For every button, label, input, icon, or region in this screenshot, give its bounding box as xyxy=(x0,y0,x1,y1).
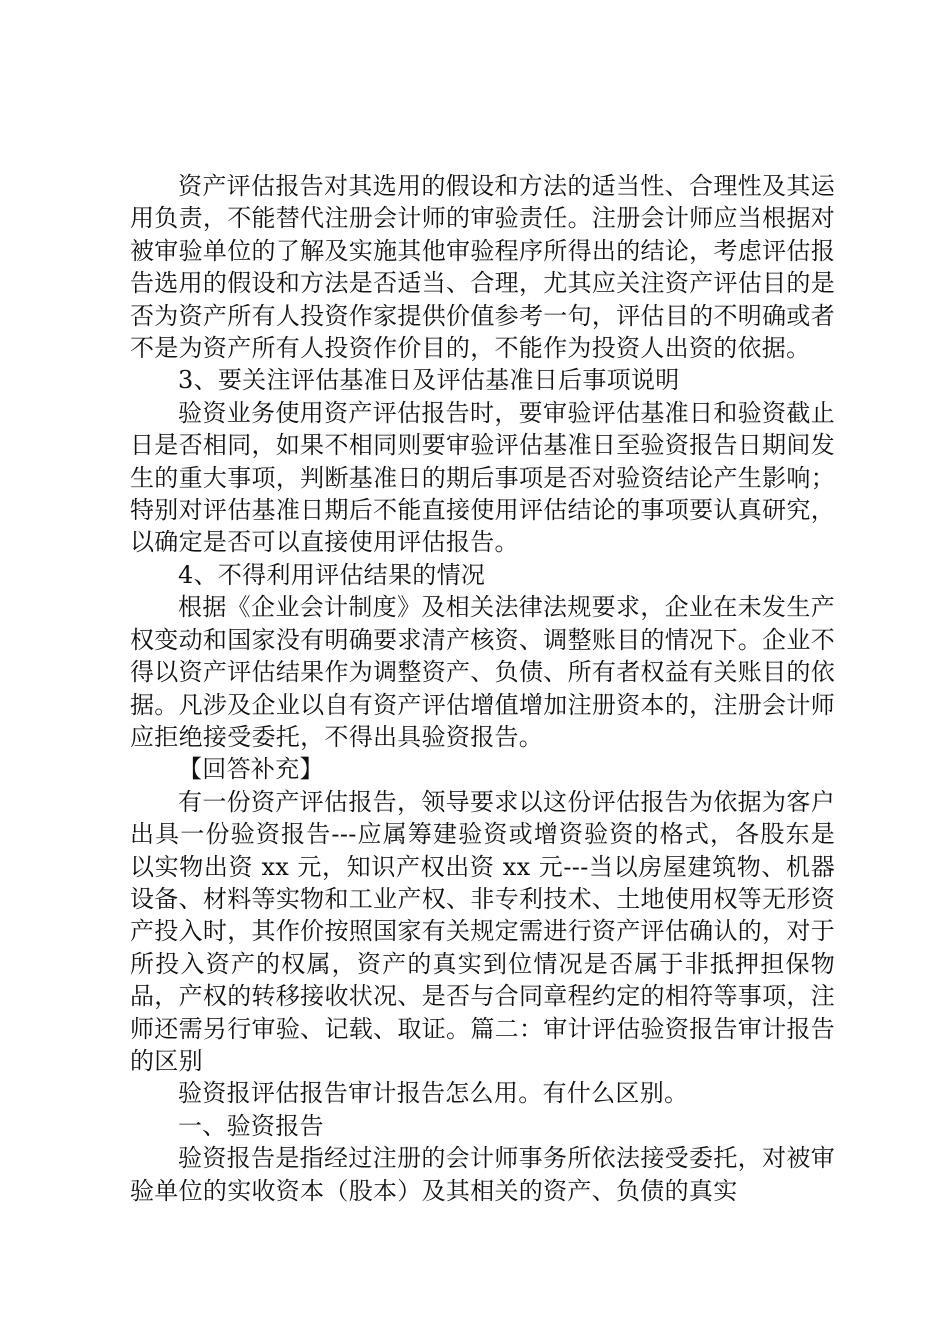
paragraph: 根据《企业会计制度》及相关法律法规要求，企业在未发生产权变动和国家没有明确要求清产核资、调整账目的情况下。企业不得以资产评估结果作为调整资产、负债、所有者权益有关账目的依据。凡涉及企业以自有资产评估增值增加注册资本的，注册会计师应拒绝接受委托，不得出具验资报告。 xyxy=(130,593,835,751)
section-heading: 一、验资报告 xyxy=(178,1111,324,1140)
section-heading: 【回答补充】 xyxy=(178,755,324,784)
paragraph: 有一份资产评估报告，领导要求以这份评估报告为依据为客户出具一份验资报告---应属筹建验资或增资验资的格式，各股东是以实物出资 xx 元，知识产权出资 xx 元---当以房屋建筑物、机器设备、材料等实物和工业产权、非专利技术、土地使用权等无形资产投入时，其作价按照国家有关规定需进行资产评估确认的，对于所投入资产的权属，资产的真实到位情况是否属于非抵押担保物品，产权的转移接收状况、是否与合同章程约定的相符等事项，注师还需另行审验、记载、取证。篇二：审计评估验资报告审计报告的区别 xyxy=(130,787,835,1075)
paragraph: 验资业务使用资产评估报告时，要审验评估基准日和验资截止日是否相同，如果不相同则要审验评估基准日至验资报告日期间发生的重大事项，判断基准日的期后事项是否对验资结论产生影响；特别对评估基准日期后不能直接使用评估结论的事项要认真研究，以确定是否可以直接使用评估报告。 xyxy=(130,398,835,557)
paragraph: 验资报告是指经过注册的会计师事务所依法接受委托，对被审验单位的实收资本（股本）及其相关的资产、负债的真实 xyxy=(130,1144,835,1205)
paragraph: 验资报评估报告审计报告怎么用。有什么区别。 xyxy=(178,1079,689,1108)
section-heading: 4、不得利用评估结果的情况 xyxy=(178,560,486,589)
paragraph: 资产评估报告对其选用的假设和方法的适当性、合理性及其运用负责，不能替代注册会计师的审验责任。注册会计师应当根据对被审验单位的了解及实施其他审验程序所得出的结论，考虑评估报告选用的假设和方法是否适当、合理，尤其应关注资产评估目的是否为资产所有人投资作家提供价值参考一句，评估目的不明确或者不是为资产所有人投资作价目的，不能作为投资人出资的依据。 xyxy=(130,172,835,363)
section-heading: 3、要关注评估基准日及评估基准日后事项说明 xyxy=(178,366,680,395)
document-body xyxy=(130,170,835,1207)
